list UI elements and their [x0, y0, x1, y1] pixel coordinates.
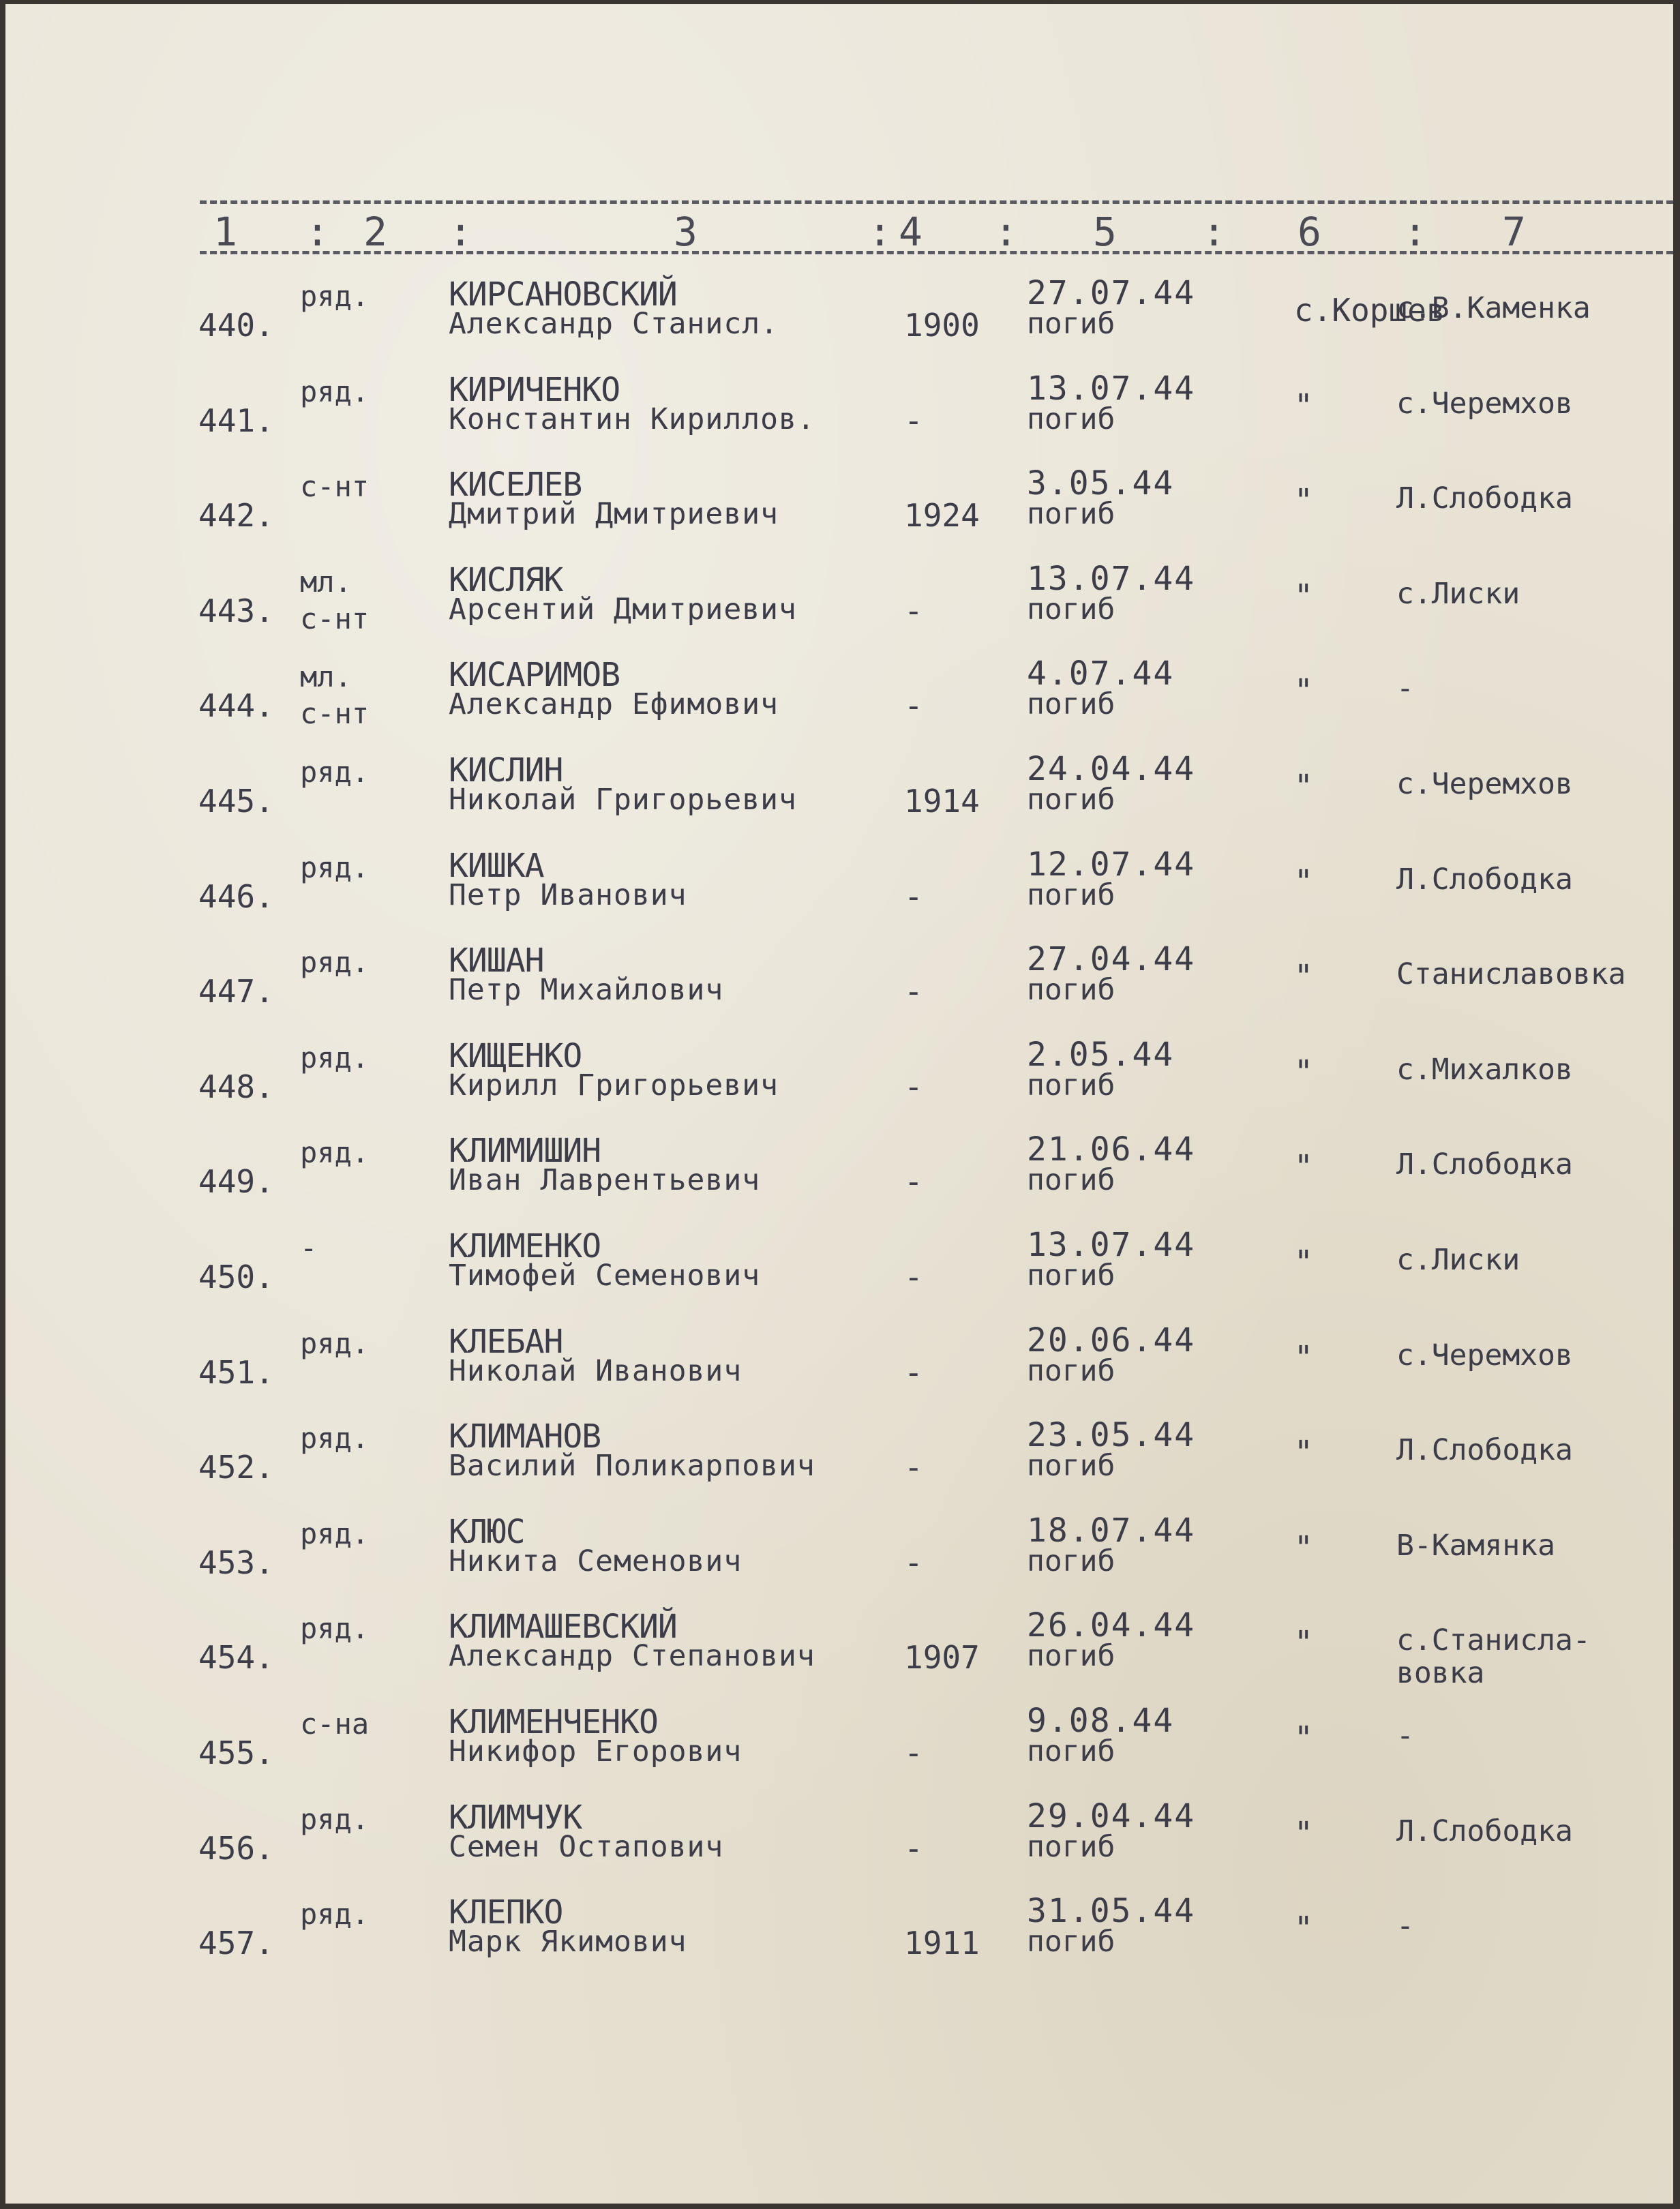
- col6-place: ": [1294, 1815, 1313, 1852]
- surname: КИРИЧЕНКО: [449, 371, 620, 409]
- birth-year: -: [904, 1734, 923, 1771]
- rank: ряд.: [300, 1136, 370, 1169]
- fate: погиб: [1027, 1068, 1115, 1102]
- rank: ряд.: [300, 1612, 370, 1645]
- col6-place: ": [1294, 1339, 1313, 1376]
- column-header-1: 1: [213, 209, 237, 255]
- record-row: [5, 1799, 1673, 1894]
- row-number: 449.: [198, 1163, 274, 1200]
- record-row: [5, 1703, 1673, 1799]
- birth-year: 1907: [904, 1639, 980, 1676]
- death-date: 13.07.44: [1027, 560, 1196, 598]
- col6-place: ": [1294, 1148, 1313, 1185]
- col7-place: с.В.Каменка: [1396, 291, 1591, 325]
- fate: погиб: [1027, 1734, 1115, 1769]
- column-separator: :: [449, 209, 472, 255]
- death-date: 24.04.44: [1027, 750, 1196, 788]
- fate: погиб: [1027, 1449, 1115, 1483]
- surname: КЛЕПКО: [449, 1893, 563, 1932]
- surname: КИЩЕНКО: [449, 1037, 582, 1075]
- col7-place: Л.Слободка: [1396, 862, 1573, 897]
- fate: погиб: [1027, 592, 1115, 627]
- col7-place: -: [1396, 1719, 1414, 1753]
- row-number: 443.: [198, 592, 274, 629]
- row-number: 451.: [198, 1354, 274, 1391]
- given-names: Петр Михайлович: [449, 973, 724, 1007]
- record-row: [5, 1037, 1673, 1132]
- fate: погиб: [1027, 687, 1115, 721]
- birth-year: 1911: [904, 1925, 980, 1962]
- row-number: 447.: [198, 973, 274, 1010]
- given-names: Василий Поликарпович: [449, 1449, 815, 1483]
- fate: погиб: [1027, 1544, 1115, 1578]
- record-row: [5, 656, 1673, 751]
- col7-place: Л.Слободка: [1396, 1147, 1573, 1182]
- given-names: Николай Иванович: [449, 1354, 742, 1388]
- surname: КЛИМЕНЧЕНКО: [449, 1703, 658, 1741]
- row-number: 441.: [198, 402, 274, 439]
- rank: ряд.: [300, 946, 370, 979]
- rank: ряд.: [300, 1897, 370, 1931]
- record-row: [5, 751, 1673, 847]
- death-date: 13.07.44: [1027, 370, 1196, 408]
- birth-year: -: [904, 973, 923, 1010]
- birth-year: -: [904, 687, 923, 724]
- col7-place: с.Станисла- вовка: [1396, 1623, 1591, 1690]
- col7-place: с.Черемхов: [1396, 767, 1573, 801]
- col7-place: с.Лиски: [1396, 577, 1520, 611]
- death-date: 27.04.44: [1027, 940, 1196, 978]
- col7-place: с.Черемхов: [1396, 1338, 1573, 1372]
- death-date: 31.05.44: [1027, 1892, 1196, 1930]
- header-top-rule: [200, 200, 1673, 204]
- given-names: Никита Семенович: [449, 1544, 742, 1578]
- row-number: 453.: [198, 1544, 274, 1581]
- given-names: Тимофей Семенович: [449, 1259, 761, 1293]
- row-number: 450.: [198, 1259, 274, 1295]
- record-row: [5, 847, 1673, 942]
- record-row: [5, 942, 1673, 1037]
- birth-year: -: [904, 1259, 923, 1295]
- birth-year: -: [904, 402, 923, 439]
- col7-place: с.Лиски: [1396, 1243, 1520, 1277]
- record-row: [5, 275, 1673, 371]
- death-date: 3.05.44: [1027, 464, 1175, 502]
- surname: КЛИМЕНКО: [449, 1227, 601, 1265]
- surname: КИШКА: [449, 847, 544, 885]
- col7-place: Л.Слободка: [1396, 1433, 1573, 1467]
- column-separator: :: [305, 209, 329, 255]
- document-page: [5, 4, 1673, 2204]
- row-number: 454.: [198, 1639, 274, 1676]
- col6-place: ": [1294, 1719, 1313, 1756]
- col6-place: ": [1294, 387, 1313, 424]
- given-names: Кирилл Григорьевич: [449, 1068, 779, 1102]
- rank: с-нт: [300, 470, 370, 503]
- record-row: [5, 561, 1673, 657]
- row-number: 452.: [198, 1449, 274, 1486]
- col6-place: ": [1294, 482, 1313, 519]
- fate: погиб: [1027, 1259, 1115, 1293]
- column-separator: :: [1403, 209, 1427, 255]
- surname: КИСАРИМОВ: [449, 656, 620, 694]
- col6-place: ": [1294, 1529, 1313, 1566]
- col7-place: -: [1396, 1909, 1414, 1943]
- surname: КИСЕЛЕВ: [449, 466, 582, 504]
- col6-place: ": [1294, 577, 1313, 614]
- fate: погиб: [1027, 307, 1115, 341]
- surname: КИШАН: [449, 942, 544, 980]
- row-number: 455.: [198, 1734, 274, 1771]
- death-date: 20.06.44: [1027, 1321, 1196, 1359]
- col6-place: ": [1294, 1244, 1313, 1280]
- death-date: 9.08.44: [1027, 1702, 1175, 1740]
- death-date: 27.07.44: [1027, 274, 1196, 312]
- given-names: Александр Степанович: [449, 1639, 815, 1673]
- death-date: 4.07.44: [1027, 655, 1175, 693]
- column-header-7: 7: [1502, 209, 1526, 255]
- given-names: Иван Лаврентьевич: [449, 1163, 761, 1197]
- record-row: [5, 1323, 1673, 1418]
- record-row: [5, 1513, 1673, 1608]
- rank: ряд.: [300, 280, 370, 313]
- header-bottom-rule: [200, 251, 1673, 254]
- record-row: [5, 1608, 1673, 1703]
- col6-place: ": [1294, 1053, 1313, 1090]
- column-header-4: 4: [899, 209, 922, 255]
- surname: КИСЛЯК: [449, 561, 563, 599]
- record-row: [5, 1227, 1673, 1323]
- birth-year: -: [904, 1830, 923, 1867]
- col7-place: Станиславовка: [1396, 957, 1626, 991]
- rank: ряд.: [300, 1327, 370, 1360]
- col6-place: с.Коршев: [1294, 292, 1445, 329]
- given-names: Александр Ефимович: [449, 687, 779, 721]
- row-number: 442.: [198, 497, 274, 534]
- column-header-3: 3: [674, 209, 698, 255]
- death-date: 23.05.44: [1027, 1416, 1196, 1454]
- fate: погиб: [1027, 1639, 1115, 1673]
- fate: погиб: [1027, 1354, 1115, 1388]
- fate: погиб: [1027, 973, 1115, 1007]
- fate: погиб: [1027, 1925, 1115, 1959]
- death-date: 2.05.44: [1027, 1036, 1175, 1074]
- record-row: [5, 1893, 1673, 1989]
- given-names: Петр Иванович: [449, 878, 687, 912]
- fate: погиб: [1027, 497, 1115, 531]
- row-number: 445.: [198, 783, 274, 820]
- given-names: Никифор Егорович: [449, 1734, 742, 1769]
- surname: КЛИМАШЕВСКИЙ: [449, 1608, 677, 1646]
- rank: -: [300, 1231, 318, 1265]
- col7-place: -: [1396, 672, 1414, 706]
- birth-year: 1924: [904, 497, 980, 534]
- col7-place: В-Камянка: [1396, 1529, 1555, 1563]
- col6-place: ": [1294, 958, 1313, 995]
- given-names: Александр Станисл.: [449, 307, 779, 341]
- death-date: 29.04.44: [1027, 1797, 1196, 1835]
- row-number: 446.: [198, 878, 274, 915]
- record-row: [5, 1417, 1673, 1513]
- given-names: Марк Якимович: [449, 1925, 687, 1959]
- rank: ряд.: [300, 1041, 370, 1075]
- column-separator: :: [994, 209, 1018, 255]
- row-number: 457.: [198, 1925, 274, 1962]
- col6-place: ": [1294, 768, 1313, 805]
- row-number: 456.: [198, 1830, 274, 1867]
- col7-place: с.Михалков: [1396, 1053, 1573, 1087]
- col6-place: ": [1294, 672, 1313, 709]
- rank: с-на: [300, 1707, 370, 1741]
- birth-year: -: [904, 1354, 923, 1391]
- birth-year: -: [904, 1068, 923, 1105]
- rank: ряд.: [300, 1422, 370, 1455]
- birth-year: -: [904, 1544, 923, 1581]
- col7-place: с.Черемхов: [1396, 387, 1573, 421]
- col6-place: ": [1294, 863, 1313, 900]
- death-date: 21.06.44: [1027, 1130, 1196, 1169]
- fate: погиб: [1027, 402, 1115, 436]
- surname: КИСЛИН: [449, 751, 563, 790]
- row-number: 444.: [198, 687, 274, 724]
- col6-place: ": [1294, 1910, 1313, 1947]
- surname: КЛЮС: [449, 1513, 525, 1551]
- record-row: [5, 466, 1673, 561]
- col6-place: ": [1294, 1624, 1313, 1661]
- rank: мл. с-нт: [300, 565, 370, 635]
- rank: ряд.: [300, 375, 370, 408]
- fate: погиб: [1027, 1830, 1115, 1864]
- column-header-6: 6: [1298, 209, 1321, 255]
- birth-year: -: [904, 1163, 923, 1200]
- rank: мл. с-нт: [300, 660, 370, 730]
- birth-year: 1914: [904, 783, 980, 820]
- column-separator: :: [868, 209, 892, 255]
- rank: ряд.: [300, 1803, 370, 1836]
- fate: погиб: [1027, 783, 1115, 817]
- surname: КЛИМАНОВ: [449, 1417, 601, 1456]
- given-names: Дмитрий Дмитриевич: [449, 497, 779, 531]
- surname: КЛИМЧУК: [449, 1799, 582, 1837]
- death-date: 26.04.44: [1027, 1606, 1196, 1644]
- row-number: 440.: [198, 307, 274, 344]
- birth-year: -: [904, 592, 923, 629]
- birth-year: -: [904, 878, 923, 915]
- column-header-2: 2: [363, 209, 387, 255]
- given-names: Семен Остапович: [449, 1830, 724, 1864]
- surname: КИРСАНОВСКИЙ: [449, 275, 677, 314]
- column-separator: :: [1202, 209, 1226, 255]
- record-row: [5, 1132, 1673, 1227]
- given-names: Арсентий Дмитриевич: [449, 592, 797, 627]
- surname: КЛЕБАН: [449, 1323, 563, 1361]
- col7-place: Л.Слободка: [1396, 481, 1573, 515]
- birth-year: -: [904, 1449, 923, 1486]
- rank: ряд.: [300, 755, 370, 789]
- col7-place: Л.Слободка: [1396, 1814, 1573, 1848]
- fate: погиб: [1027, 1163, 1115, 1197]
- rank: ряд.: [300, 851, 370, 884]
- col6-place: ": [1294, 1434, 1313, 1471]
- death-date: 13.07.44: [1027, 1226, 1196, 1264]
- record-row: [5, 371, 1673, 466]
- row-number: 448.: [198, 1068, 274, 1105]
- death-date: 12.07.44: [1027, 845, 1196, 884]
- given-names: Николай Григорьевич: [449, 783, 797, 817]
- death-date: 18.07.44: [1027, 1512, 1196, 1550]
- column-header-5: 5: [1093, 209, 1117, 255]
- birth-year: 1900: [904, 307, 980, 344]
- fate: погиб: [1027, 878, 1115, 912]
- surname: КЛИМИШИН: [449, 1132, 601, 1170]
- given-names: Константин Кириллов.: [449, 402, 815, 436]
- rank: ряд.: [300, 1517, 370, 1550]
